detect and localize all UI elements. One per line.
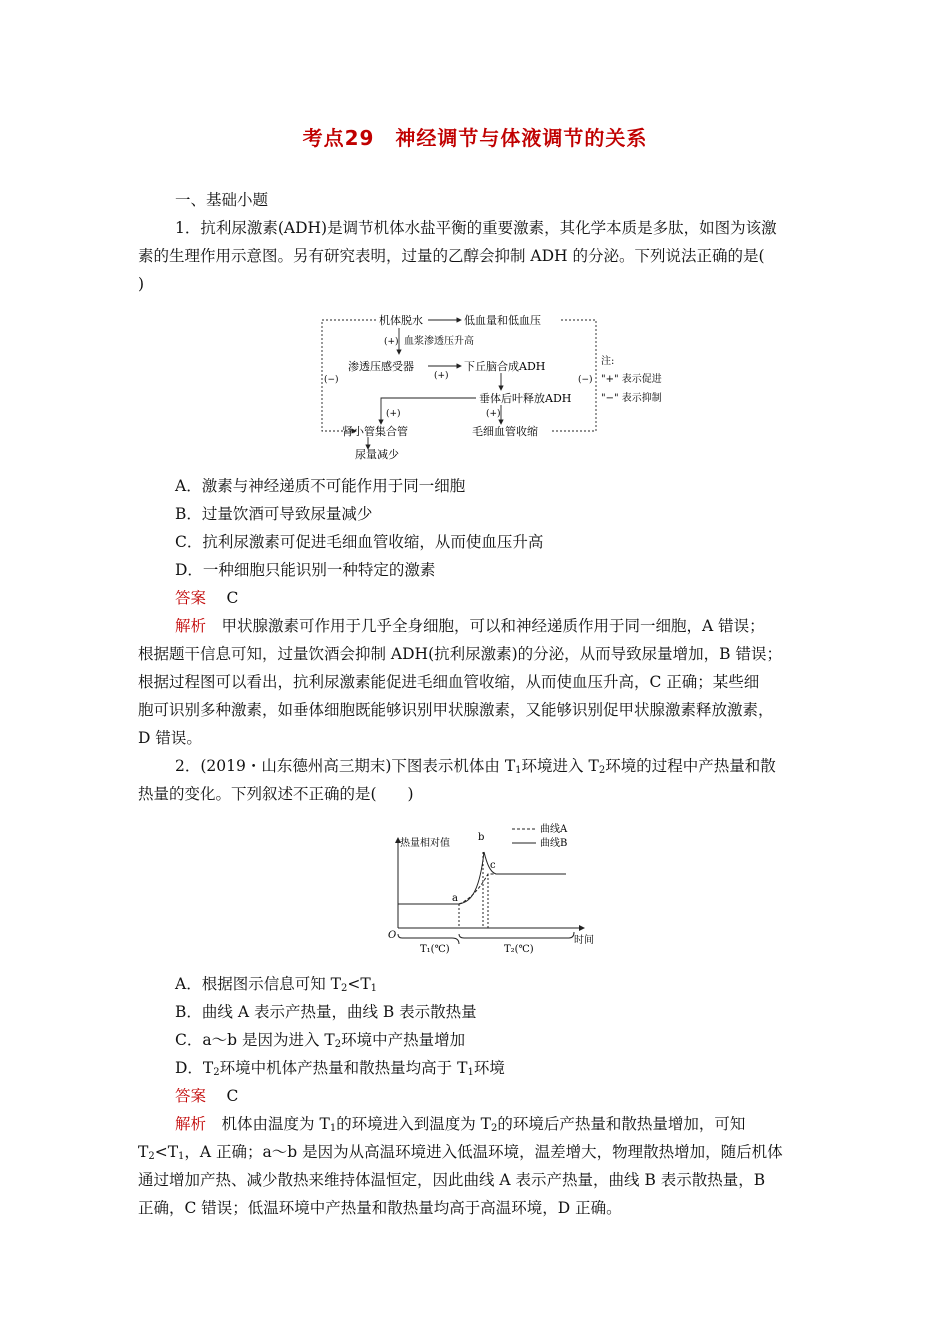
q2-analysis-line: 通过增加产热、减少散热来维持体温恒定，因此曲线 A 表示产热量，曲线 B 表示散热量，B: [138, 1171, 766, 1189]
curve-b: [459, 852, 566, 904]
text: T: [138, 1143, 149, 1161]
region-t1: T₁(℃): [420, 944, 450, 955]
analysis-label: 解析: [175, 617, 207, 635]
text: 2．(2019・山东德州高三期末)下图表示机体由 T: [175, 757, 516, 775]
node-osmotic-rise: 血浆渗透压升高: [404, 336, 474, 347]
q1-analysis-line: [175, 616, 765, 636]
node-pituitary: 垂体后叶释放ADH: [479, 392, 572, 405]
text: D．T: [175, 1059, 214, 1077]
subscript: 1: [370, 983, 378, 994]
edge-minus: (−): [578, 375, 593, 385]
q2-stem-line: [175, 756, 776, 781]
q2-option-d: [175, 1058, 505, 1083]
subscript: 2: [490, 1123, 498, 1134]
q2-analysis-line: [138, 1142, 783, 1167]
edge-plus: (+): [486, 409, 501, 419]
text: 环境的过程中产热量和散: [605, 757, 776, 775]
heat-chart: [384, 816, 606, 958]
edge-minus: (−): [324, 375, 339, 385]
text: ，A 正确；a～b 是因为从高温环境进入低温环境，温差增大，物理散热增加，随后机体: [184, 1143, 783, 1161]
legend-a: 曲线A: [540, 824, 568, 835]
brace-t2: [459, 932, 574, 938]
node-urine-less: 尿量减少: [355, 448, 399, 461]
curve-a: [459, 874, 564, 904]
q1-stem-line: ): [138, 275, 145, 293]
point-a: a: [452, 893, 458, 904]
answer-label: 答案: [175, 1087, 207, 1105]
region-t2: T₂(℃): [504, 944, 534, 955]
text: A．根据图示信息可知 T: [175, 975, 341, 993]
q2-option-b: B．曲线 A 表示产热量，曲线 B 表示散热量: [175, 1003, 477, 1021]
subscript: 2: [598, 765, 606, 776]
edge-plus: (+): [384, 337, 399, 347]
answer-label: 答案: [175, 589, 207, 607]
text: 机体由温度为 T: [221, 1115, 330, 1133]
origin-label: O: [388, 930, 397, 941]
subscript: 1: [329, 1123, 337, 1134]
q1-analysis-line: 根据过程图可以看出，抗利尿激素能促进毛细血管收缩，从而使血压升高，C 正确；某些细: [138, 673, 760, 691]
note-plus: "+" 表示促进: [601, 374, 662, 385]
q1-answer: [175, 588, 238, 608]
node-low-volume: 低血量和低血压: [464, 314, 541, 327]
text: 环境中产热量增加: [341, 1031, 466, 1049]
y-label: 热量相对值: [400, 838, 450, 849]
legend-b: 曲线B: [540, 838, 568, 849]
q1-analysis-line: D 错误。: [138, 729, 202, 747]
subscript: 2: [213, 1067, 220, 1078]
answer-value: C: [226, 1087, 239, 1105]
subscript: 1: [178, 1151, 185, 1162]
node-hypothalamus: 下丘脑合成ADH: [464, 360, 546, 373]
subscript: 2: [148, 1151, 155, 1162]
analysis-text: 甲状腺激素可作用于几乎全身细胞，可以和神经递质作用于同一细胞，A 错误；: [221, 617, 765, 635]
q1-option-b: B．过量饮酒可导致尿量减少: [175, 505, 373, 523]
point-b: b: [478, 832, 485, 843]
q1-option-d: D．一种细胞只能识别一种特定的激素: [175, 561, 436, 579]
section-heading: 一、基础小题: [175, 191, 269, 209]
text: <T: [154, 1143, 179, 1161]
q1-analysis-line: 胞可识别多种激素，如垂体细胞既能够识别甲状腺激素，又能够识别促甲状腺激素释放激素，: [138, 701, 774, 719]
answer-value: C: [226, 589, 239, 607]
edge-plus: (+): [434, 371, 449, 381]
q1-analysis-line: 根据题干信息可知，过量饮酒会抑制 ADH(抗利尿激素)的分泌，从而导致尿量增加，B 错误；: [138, 645, 782, 663]
node-kidney: 肾小管集合管: [342, 425, 408, 438]
subscript: 1: [467, 1067, 474, 1078]
text: 环境中机体产热量和散热量均高于 T: [219, 1059, 468, 1077]
text: 的环境进入到温度为 T: [336, 1115, 491, 1133]
text: <T: [347, 975, 371, 993]
q2-option-c: [175, 1030, 465, 1055]
subscript: 2: [340, 983, 348, 994]
page-title: 考点29 神经调节与体液调节的关系: [302, 126, 648, 150]
note-minus: "−" 表示抑制: [601, 393, 662, 404]
analysis-label: 解析: [175, 1115, 207, 1133]
q2-answer: [175, 1086, 238, 1106]
edge-plus: (+): [386, 409, 401, 419]
q2-option-a: [175, 974, 377, 999]
node-osmoreceptor: 渗透压感受器: [348, 360, 414, 373]
q1-stem-line: 1．抗利尿激素(ADH)是调节机体水盐平衡的重要激素，其化学本质是多肽，如图为该激: [175, 219, 777, 237]
q1-stem-line: 素的生理作用示意图。另有研究表明，过量的乙醇会抑制 ADH 的分泌。下列说法正确的是(: [138, 247, 765, 265]
q1-option-a: A．激素与神经递质不可能作用于同一细胞: [175, 477, 466, 495]
text: 环境进入 T: [521, 757, 599, 775]
q2-analysis-line: 正确，C 错误；低温环境中产热量和散热量均高于高温环境，D 正确。: [138, 1199, 622, 1217]
point-c: c: [490, 860, 496, 871]
q1-option-c: C．抗利尿激素可促进毛细血管收缩，从而使血压升高: [175, 533, 544, 551]
node-capillary: 毛细血管收缩: [472, 425, 538, 438]
brace-t1: [398, 934, 459, 944]
subscript: 2: [334, 1039, 342, 1050]
note-title: 注:: [601, 356, 615, 367]
text: 环境: [473, 1059, 505, 1077]
q2-stem-line: 热量的变化。下列叙述不正确的是( ): [138, 785, 414, 803]
subscript: 1: [515, 765, 522, 776]
adh-flow-diagram: [316, 306, 686, 464]
text: 的环境后产热量和散热量增加，可知: [497, 1115, 746, 1133]
x-label: 时间: [574, 935, 594, 946]
text: C．a～b 是因为进入 T: [175, 1031, 335, 1049]
node-dehydration: 机体脱水: [379, 314, 423, 327]
q2-analysis-line: [175, 1114, 745, 1139]
